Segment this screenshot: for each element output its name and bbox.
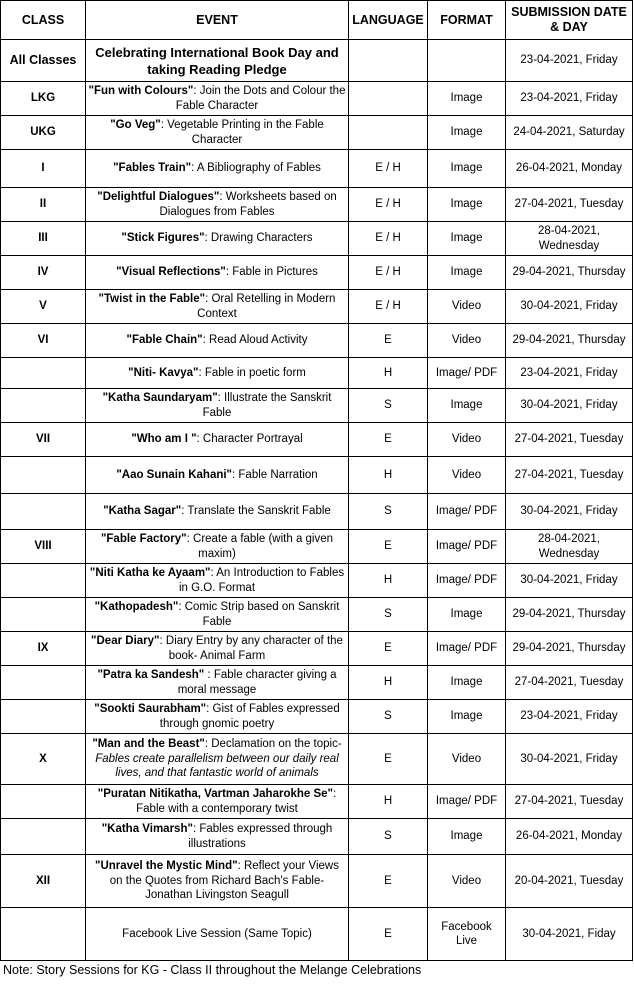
- class-cell: [1, 564, 86, 598]
- language-cell: E: [349, 324, 428, 358]
- format-cell: Image: [428, 150, 506, 188]
- date-cell: 27-04-2021, Tuesday: [506, 457, 633, 494]
- event-cell: "Katha Sagar": Translate the Sanskrit Fable: [86, 494, 349, 530]
- class-cell: X: [1, 734, 86, 785]
- event-cell: "Man and the Beast": Declamation on the topic- Fables create parallelism between our daily real lives, and that fantastic world of animals: [86, 734, 349, 785]
- date-cell: 28-04-2021, Wednesday: [506, 222, 633, 256]
- language-cell: H: [349, 564, 428, 598]
- format-cell: Video: [428, 457, 506, 494]
- event-cell: "Sookti Saurabham": Gist of Fables expressed through gnomic poetry: [86, 700, 349, 734]
- format-cell: Image: [428, 598, 506, 632]
- date-cell: 29-04-2021, Thursday: [506, 598, 633, 632]
- format-cell: Video: [428, 423, 506, 457]
- format-cell: Image: [428, 188, 506, 222]
- class-cell: [1, 389, 86, 423]
- table-row: [1, 632, 633, 666]
- event-cell: "Unravel the Mystic Mind": Reflect your Views on the Quotes from Richard Bach's Fable- Jonathan Livingston Seagull: [86, 855, 349, 908]
- table-row: [1, 150, 633, 188]
- table-row: [1, 82, 633, 116]
- class-cell: [1, 358, 86, 389]
- format-cell: Image: [428, 389, 506, 423]
- date-cell: 30-04-2021, Friday: [506, 389, 633, 423]
- class-cell: UKG: [1, 116, 86, 150]
- event-cell: "Niti Katha ke Ayaam": An Introduction to Fables in G.O. Format: [86, 564, 349, 598]
- class-cell: VIII: [1, 530, 86, 564]
- format-cell: Image/ PDF: [428, 530, 506, 564]
- class-cell: VI: [1, 324, 86, 358]
- table-row: [1, 222, 633, 256]
- date-cell: 29-04-2021, Thursday: [506, 324, 633, 358]
- table-row: [1, 855, 633, 908]
- event-cell: "Who am I ": Character Portrayal: [86, 423, 349, 457]
- format-cell: Video: [428, 324, 506, 358]
- format-cell: Facebook Live: [428, 908, 506, 961]
- header-row: [1, 1, 633, 40]
- format-cell: Image: [428, 222, 506, 256]
- language-cell: H: [349, 785, 428, 819]
- class-cell: XII: [1, 855, 86, 908]
- language-cell: E / H: [349, 256, 428, 290]
- date-cell: 27-04-2021, Tuesday: [506, 666, 633, 700]
- date-cell: 30-04-2021, Fiday: [506, 908, 633, 961]
- table-row: [1, 494, 633, 530]
- event-cell: "Dear Diary": Diary Entry by any character of the book- Animal Farm: [86, 632, 349, 666]
- class-cell: III: [1, 222, 86, 256]
- date-cell: 26-04-2021, Monday: [506, 150, 633, 188]
- date-cell: 29-04-2021, Thursday: [506, 632, 633, 666]
- format-cell: Image: [428, 700, 506, 734]
- class-cell: [1, 908, 86, 961]
- class-cell: VII: [1, 423, 86, 457]
- footer-note: Note: Story Sessions for KG - Class II throughout the Melange Celebrations: [3, 963, 422, 977]
- event-cell: "Twist in the Fable": Oral Retelling in Modern Context: [86, 290, 349, 324]
- language-cell: H: [349, 666, 428, 700]
- event-cell: "Fun with Colours": Join the Dots and Colour the Fable Character: [86, 82, 349, 116]
- table-row: [1, 734, 633, 785]
- date-cell: 30-04-2021, Friday: [506, 494, 633, 530]
- table-row: [1, 116, 633, 150]
- date-cell: 27-04-2021, Tuesday: [506, 785, 633, 819]
- class-cell: [1, 700, 86, 734]
- language-cell: S: [349, 700, 428, 734]
- language-cell: E: [349, 423, 428, 457]
- class-cell: LKG: [1, 82, 86, 116]
- language-cell: E: [349, 632, 428, 666]
- header-class: CLASS: [1, 1, 86, 40]
- language-cell: E / H: [349, 150, 428, 188]
- date-cell: 27-04-2021, Tuesday: [506, 188, 633, 222]
- format-cell: Image: [428, 819, 506, 855]
- class-cell: IV: [1, 256, 86, 290]
- class-cell: II: [1, 188, 86, 222]
- event-cell: "Kathopadesh": Comic Strip based on Sanskrit Fable: [86, 598, 349, 632]
- format-cell: Image/ PDF: [428, 564, 506, 598]
- language-cell: E: [349, 908, 428, 961]
- table-row: [1, 40, 633, 82]
- class-cell: I: [1, 150, 86, 188]
- date-cell: 26-04-2021, Monday: [506, 819, 633, 855]
- header-language: LANGUAGE: [349, 1, 428, 40]
- event-cell: "Aao Sunain Kahani": Fable Narration: [86, 457, 349, 494]
- event-cell: "Go Veg": Vegetable Printing in the Fable Character: [86, 116, 349, 150]
- event-cell: "Visual Reflections": Fable in Pictures: [86, 256, 349, 290]
- format-cell: Video: [428, 734, 506, 785]
- table-row: [1, 290, 633, 324]
- language-cell: S: [349, 494, 428, 530]
- language-cell: E / H: [349, 188, 428, 222]
- class-cell: V: [1, 290, 86, 324]
- class-cell: [1, 785, 86, 819]
- format-cell: Video: [428, 290, 506, 324]
- class-cell: [1, 666, 86, 700]
- table-row: [1, 530, 633, 564]
- language-cell: [349, 82, 428, 116]
- table-row: [1, 598, 633, 632]
- event-cell: "Fable Chain": Read Aloud Activity: [86, 324, 349, 358]
- date-cell: 23-04-2021, Friday: [506, 40, 633, 82]
- language-cell: H: [349, 358, 428, 389]
- language-cell: E / H: [349, 222, 428, 256]
- class-cell: All Classes: [1, 40, 86, 82]
- event-cell: "Katha Vimarsh": Fables expressed through illustrations: [86, 819, 349, 855]
- language-cell: E: [349, 530, 428, 564]
- event-cell: "Katha Saundaryam": Illustrate the Sanskrit Fable: [86, 389, 349, 423]
- table-row: [1, 389, 633, 423]
- date-cell: 30-04-2021, Friday: [506, 564, 633, 598]
- date-cell: 29-04-2021, Thursday: [506, 256, 633, 290]
- date-cell: 30-04-2021, Friday: [506, 290, 633, 324]
- date-cell: 24-04-2021, Saturday: [506, 116, 633, 150]
- table-row: [1, 908, 633, 961]
- format-cell: Image: [428, 256, 506, 290]
- date-cell: 27-04-2021, Tuesday: [506, 423, 633, 457]
- header-event: EVENT: [86, 1, 349, 40]
- format-cell: Image/ PDF: [428, 494, 506, 530]
- format-cell: Image/ PDF: [428, 632, 506, 666]
- language-cell: S: [349, 819, 428, 855]
- language-cell: S: [349, 598, 428, 632]
- event-cell: "Fable Factory": Create a fable (with a given maxim): [86, 530, 349, 564]
- table-row: [1, 785, 633, 819]
- event-cell: "Delightful Dialogues": Worksheets based on Dialogues from Fables: [86, 188, 349, 222]
- event-cell: "Fables Train": A Bibliography of Fables: [86, 150, 349, 188]
- event-cell: "Niti- Kavya": Fable in poetic form: [86, 358, 349, 389]
- table-row: [1, 666, 633, 700]
- language-cell: S: [349, 389, 428, 423]
- date-cell: 30-04-2021, Friday: [506, 734, 633, 785]
- class-cell: [1, 457, 86, 494]
- language-cell: H: [349, 457, 428, 494]
- format-cell: Image: [428, 116, 506, 150]
- table-row: [1, 819, 633, 855]
- language-cell: E / H: [349, 290, 428, 324]
- date-cell: 23-04-2021, Friday: [506, 700, 633, 734]
- table-row: [1, 700, 633, 734]
- class-cell: [1, 494, 86, 530]
- table-row: [1, 564, 633, 598]
- class-cell: [1, 819, 86, 855]
- table-row: [1, 324, 633, 358]
- format-cell: Image: [428, 82, 506, 116]
- date-cell: 28-04-2021, Wednesday: [506, 530, 633, 564]
- date-cell: 20-04-2021, Tuesday: [506, 855, 633, 908]
- event-cell: Facebook Live Session (Same Topic): [86, 908, 349, 961]
- table-row: [1, 358, 633, 389]
- table-row: [1, 256, 633, 290]
- language-cell: E: [349, 855, 428, 908]
- language-cell: [349, 116, 428, 150]
- header-format: FORMAT: [428, 1, 506, 40]
- event-cell: "Patra ka Sandesh" : Fable character giving a moral message: [86, 666, 349, 700]
- format-cell: [428, 40, 506, 82]
- format-cell: Image/ PDF: [428, 358, 506, 389]
- event-cell: "Puratan Nitikatha, Vartman Jaharokhe Se": Fable with a contemporary twist: [86, 785, 349, 819]
- format-cell: Video: [428, 855, 506, 908]
- header-date: SUBMISSION DATE & DAY: [506, 1, 633, 40]
- event-cell: "Stick Figures": Drawing Characters: [86, 222, 349, 256]
- language-cell: E: [349, 734, 428, 785]
- table-row: [1, 457, 633, 494]
- format-cell: Image: [428, 666, 506, 700]
- format-cell: Image/ PDF: [428, 785, 506, 819]
- date-cell: 23-04-2021, Friday: [506, 358, 633, 389]
- table-row: [1, 423, 633, 457]
- class-cell: [1, 598, 86, 632]
- language-cell: [349, 40, 428, 82]
- date-cell: 23-04-2021, Friday: [506, 82, 633, 116]
- event-cell: Celebrating International Book Day and taking Reading Pledge: [86, 40, 349, 82]
- class-cell: IX: [1, 632, 86, 666]
- table-row: [1, 188, 633, 222]
